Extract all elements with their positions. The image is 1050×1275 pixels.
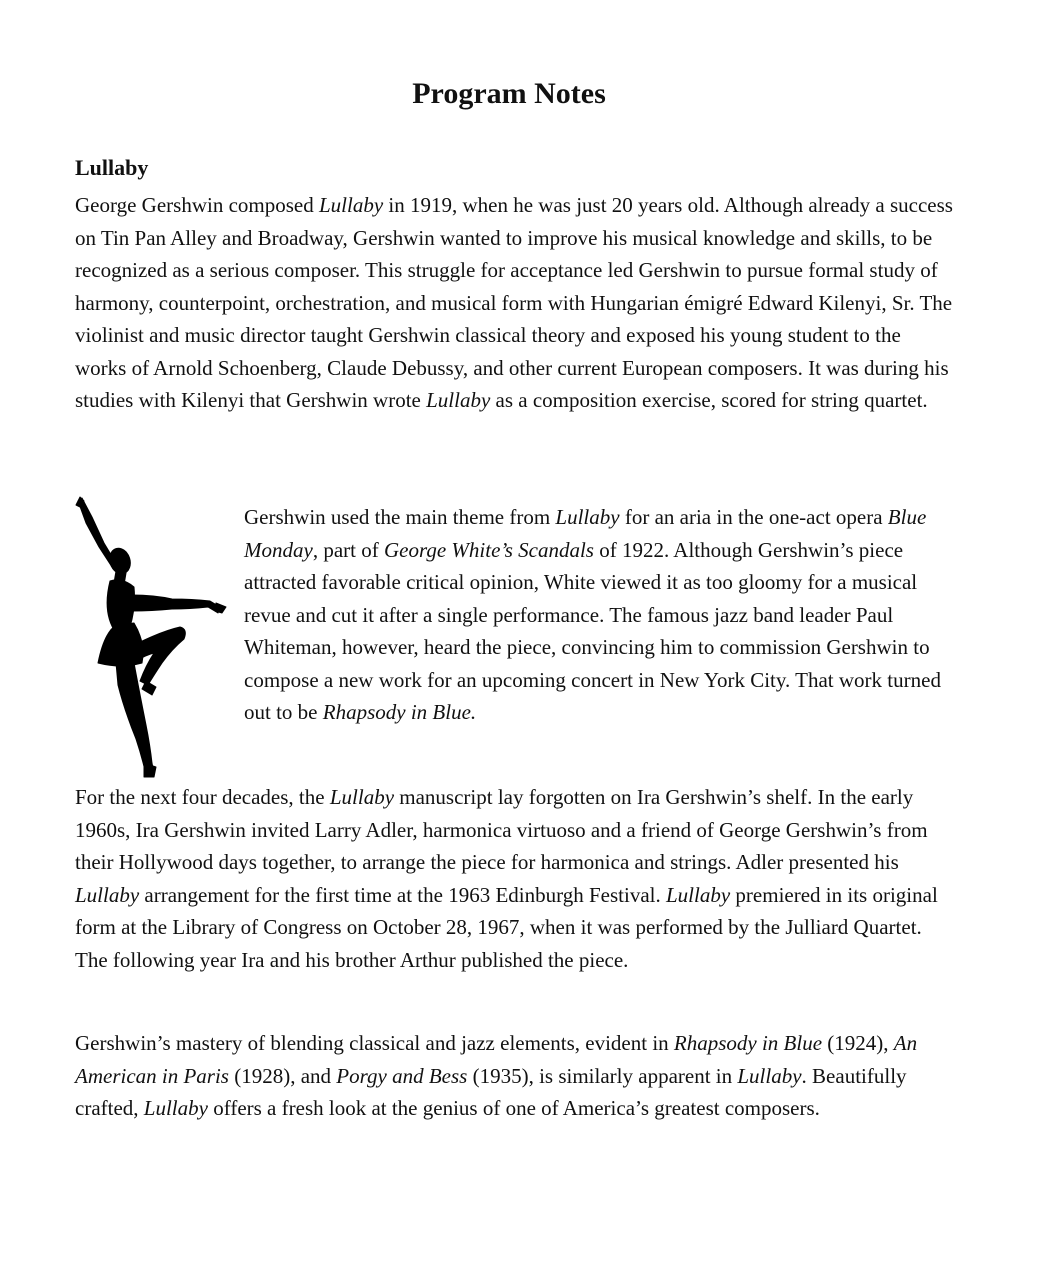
text-run: , part of [312, 537, 384, 562]
ballerina-silhouette-icon [72, 495, 232, 780]
italic-title: Lullaby [737, 1063, 802, 1088]
text-run: Gershwin used the main theme from [244, 505, 556, 529]
italic-title: Porgy and Bess [336, 1063, 468, 1088]
text-run: For the next four decades, the [75, 785, 330, 809]
text-run: (1928), and [228, 1063, 337, 1088]
section-title: Lullaby [75, 155, 149, 180]
text-run: of 1922. Although Gershwin’s piece attracted favorable critical opinion, White viewed it as too gloomy for a musical revue and cut it after a single performance. The famous jazz band leader Paul Whiteman, however, heard the piece, convincing him to commission Gershwin to compose a new work for an upcoming concert in New York City. That work turned out to be [244, 537, 941, 724]
italic-title: Rhapsody in Blue. [322, 700, 477, 724]
text-run: (1924), [822, 1031, 894, 1055]
text-run: offers a fresh look at the genius of one of America’s greatest composers. [207, 1096, 820, 1120]
paragraph-1 [75, 189, 955, 417]
italic-title: Lullaby [318, 193, 384, 217]
text-run: George Gershwin composed [75, 193, 319, 217]
italic-title: Lullaby [426, 388, 491, 412]
italic-title: Lullaby [555, 505, 620, 529]
text-run: for an aria in the one-act opera [619, 505, 888, 529]
text-run: premiered in its original form at the Library of Congress on October 28, 1967, when it was performed by the Julliard Quartet. The following year Ira and his brother Arthur published the piece. [75, 882, 938, 972]
italic-title: Blue Monday [244, 505, 927, 562]
text-run: Gershwin’s mastery of blending classical and jazz elements, evident in [75, 1031, 674, 1055]
paragraph-4 [75, 1027, 955, 1125]
italic-title: Lullaby [143, 1096, 208, 1120]
paragraph-3 [75, 781, 955, 976]
text-run: arrangement for the first time at the 1963 Edinburgh Festival. [139, 882, 666, 907]
text-run: . Beautifully crafted, [75, 1063, 907, 1120]
page-title: Program Notes [412, 77, 606, 110]
text-run: (1935), is similarly apparent in [467, 1063, 738, 1088]
italic-title: Rhapsody in Blue [673, 1031, 823, 1055]
paragraph-2 [244, 501, 949, 729]
italic-title: An American in Paris [75, 1031, 918, 1088]
text-run: manuscript lay forgotten on Ira Gershwin’s shelf. In the early 1960s, Ira Gershwin invited Larry Adler, harmonica virtuoso and a friend of George Gershwin’s from their Hollywood days together, to arrange the piece for harmonica and strings. Adler presented his [75, 785, 928, 874]
italic-title: George White’s Scandals [383, 537, 594, 562]
text-run: as a composition exercise, scored for string quartet. [490, 388, 928, 412]
italic-title: Lullaby [666, 882, 731, 907]
italic-title: Lullaby [75, 882, 140, 907]
italic-title: Lullaby [329, 785, 395, 809]
text-run: in 1919, when he was just 20 years old. Although already a success on Tin Pan Alley and Broadway, Gershwin wanted to improve his musical knowledge and skills, to be recognized as a serious composer. This struggle for acceptance led Gershwin to pursue formal study of harmony, counterpoint, orchestration, and musical form with Hungarian émigré Edward Kilenyi, Sr. The violinist and music director taught Gershwin classical theory and exposed his young student to the works of Arnold Schoenberg, Claude Debussy, and other current European composers. It was during his studies with Kilenyi that Gershwin wrote [75, 193, 953, 412]
